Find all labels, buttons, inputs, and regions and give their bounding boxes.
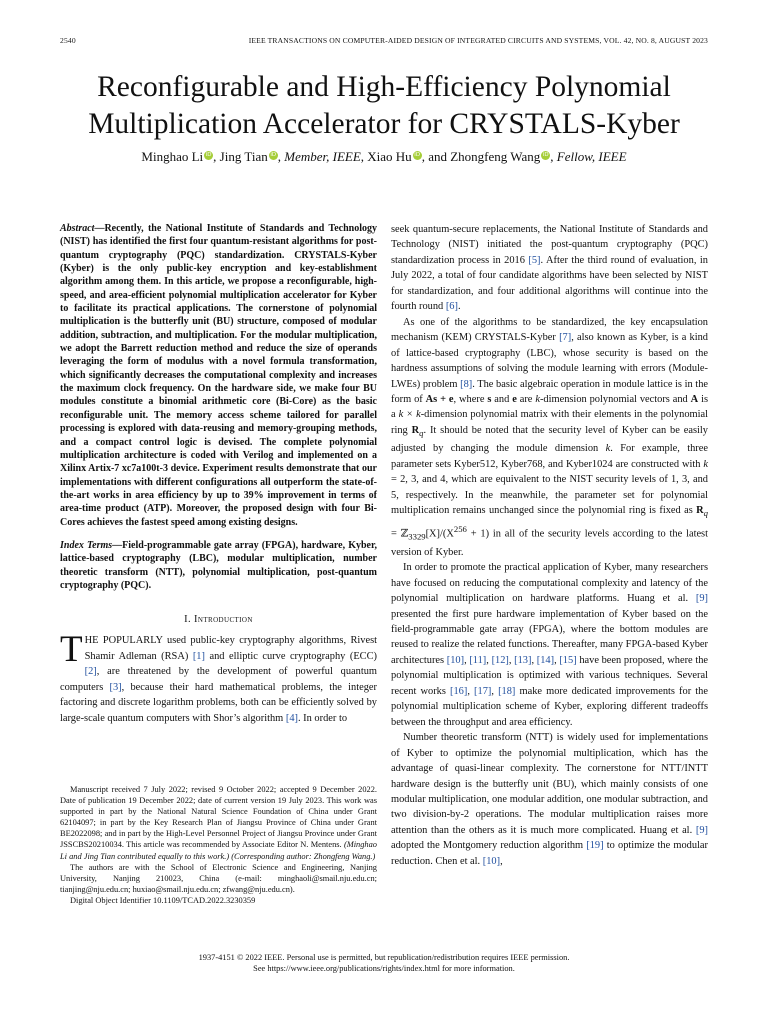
citation-link[interactable]: [19]: [586, 840, 604, 852]
citation-link[interactable]: [14]: [536, 654, 555, 666]
footnote-manuscript: Manuscript received 7 July 2022; revised 9 October 2022; accepted 9 December 2022. Date of publication 19 December 2022; date of current version 19 July 2023. This work was supported in part by the National Natural Science Foundation of China under Grant 62104097; in part by the Key Research Plan of Jiangsu Province of China under Grant BE2022098; and in part by the High-Level Personnel Project of Jiangsu Province under Grant JSSCBS20210034. This article was recommended by Associate Editor N. Mentens. (Minghao Li and Jing Tian contributed equally to this work.) (Corresponding author: Zhongfeng Wang.): [60, 785, 377, 861]
citation-link[interactable]: [8]: [460, 378, 473, 390]
copyright-line: 1937-4151 © 2022 IEEE. Personal use is permitted, but republication/redistribution requires IEEE permission.: [198, 953, 570, 962]
author-role: Member, IEEE: [284, 149, 361, 164]
body-paragraph: In order to promote the practical application of Kyber, many researchers have focused on reducing the computational complexity and latency of the polynomial multiplication on hardware platforms. Huang et al. [9] presented the first pure hardware implementation of Kyber based on the field-programmable gate array (FPGA), where the bottom modules are reused to realize the related functions. Thereafter, many FPGA-based Kyber architectures [10], [11], [12], [13], [14], [15] have been proposed, where the polynomial multiplication is optimized with various techniques. Several recent works [16], [17], [18] make more dedicated improvements for the polynomial multiplication scheme of Kyber, exploring different tradeoffs between the throughput and area efficiency.: [391, 562, 709, 728]
citation-link[interactable]: [9]: [695, 593, 708, 605]
citation-link[interactable]: [17]: [474, 685, 492, 697]
footnote-doi: Digital Object Identifier 10.1109/TCAD.2022.3230359: [70, 895, 256, 905]
author-role: Fellow, IEEE: [556, 149, 627, 164]
citation-link[interactable]: [3]: [109, 681, 122, 693]
citation-link[interactable]: [2]: [84, 666, 97, 678]
page-number: 2540: [60, 36, 76, 45]
copyright-footer: [60, 952, 708, 975]
paper-title: [40, 69, 728, 143]
citation-link[interactable]: [9]: [695, 824, 708, 836]
citation-link[interactable]: [11]: [469, 654, 487, 666]
footnote: [60, 784, 377, 906]
drop-cap: T: [60, 629, 83, 671]
body-paragraph: As one of the algorithms to be standardized, the key encapsulation mechanism (KEM) CRYSTALS-Kyber [7], also known as Kyber, is a kind of lattice-based cryptography (LBC), whose security is based on the hardness assumptions of solving the module learning with errors (Module-LWEs) problem [8]. The basic algebraic operation in module lattice is in the form of As + e, where s and e are k-dimension polynomial vectors and A is a k × k-dimension polynomial matrix with their elements in the polynomial ring $R_q$. It should be noted that the security level of Kyber can be easily adjusted by changing the module dimension k. For example, three parameter sets Kyber512, Kyber768, and Kyber1024 are constructed with k = 2, 3, and 4, which are equivalent to the NIST security levels of 1, 3, and 5, respectively. In the meanwhile, the parameter set for polynomial multiplication remains unchanged since the polynomial ring is fixed as $R_q$ = $ℤ_{3329}[X]/(X^{256} + 1)$ in all of the security levels according to the latest version of Kyber.: [391, 316, 709, 558]
orcid-icon[interactable]: iD: [205, 152, 212, 158]
abstract-label: Abstract: [60, 223, 95, 234]
journal-name: IEEE TRANSACTIONS ON COMPUTER-AIDED DESIGN OF INTEGRATED CIRCUITS AND SYSTEMS, VOL. 42, NO. 8, AUGUST 2023: [248, 36, 708, 45]
index-terms: Index Terms—Field-programmable gate array (FPGA), hardware, Kyber, lattice-based cryptography (LBC), modular multiplication, number theoretic transform (NTT), polynomial multiplication, post-quantum cryptography (PQC).: [60, 539, 377, 591]
citation-link[interactable]: [10]: [446, 654, 465, 666]
citation-link[interactable]: [16]: [450, 685, 468, 697]
orcid-icon[interactable]: iD: [414, 152, 421, 158]
section-number: I.: [184, 614, 192, 626]
section-heading: [60, 614, 377, 625]
citation-link[interactable]: [1]: [192, 650, 205, 662]
title-line-1: Reconfigurable and High-Efficiency Polynomial: [97, 71, 671, 103]
citation-link[interactable]: [4]: [285, 712, 298, 724]
index-terms-text: Field-programmable gate array (FPGA), hardware, Kyber, lattice-based cryptography (LBC), modular multiplication, number theoretic transform (NTT), polynomial multiplication, post-quantum cryptography (PQC).: [60, 539, 377, 591]
author-name: and Zhongfeng Wang: [428, 149, 541, 164]
lead-text: HE POPULARLY: [84, 635, 163, 647]
abstract-text: Recently, the National Institute of Standards and Technology (NIST) has identified the first four quantum-resistant algorithms for post-quantum cryptography (PQC) standardization. CRYSTALS-Kyber (Kyber) is the only public-key encryption and key-establishment algorithm among them. In this article, we propose a reconfigurable, high-speed, and area-efficient polynomial multiplication accelerator for Kyber to facilitate its practical applications. The cornerstone of polynomial multiplication is the butterfly unit (BU) structure, composed of modular addition, subtraction, and multiplication. For the modular multiplication, we adopt the Barrett reduction method and reduce the size of operands leveraging the form of modulus with a novel formula transformation, which significantly decreases the computational complexity and increases the maximum clock frequency. On the hardware side, we make four BU modules constitute a binomial arithmetic core (Bi-Core) as the basic reconfigurable unit. The memory access scheme tailored for parallel processing is explored with data-reusing and memory-grouping methods, and a compact control logic is devised. The complete polynomial multiplication architecture is coded with Verilog and implemented on a Xilinx Artix-7 xc7a100t-3 device. Experiment results demonstrate that our implementations with different configurations all outperform the state-of-the-art works in area efficiency by up to 39% improvement in terms of area-time product (ATP). Moreover, the proposed design with four Bi-Cores achieves the fastest speed among existing designs.: [60, 223, 377, 528]
author-name: Xiao Hu: [367, 149, 412, 164]
author-name: Minghao Li: [141, 149, 204, 164]
body-paragraph: seek quantum-secure replacements, the National Institute of Standards and Technology (NIST) initiated the post-quantum cryptography (PQC) standardization process in 2016 [5]. After the third round of evaluation, in July 2022, a total of four candidate algorithms have been selected by NIST for standardization, and four additional algorithms will continue into the fourth round [6].: [391, 224, 708, 313]
rights-line: See https://www.ieee.org/publications/rights/index.html for more information.: [253, 964, 515, 974]
citation-link[interactable]: [12]: [491, 654, 509, 666]
title-line-2: Multiplication Accelerator for CRYSTALS-Kyber: [88, 108, 680, 140]
orcid-icon[interactable]: iD: [270, 152, 277, 158]
citation-link[interactable]: [6]: [445, 301, 458, 313]
citation-link[interactable]: [15]: [559, 654, 577, 666]
citation-link[interactable]: [13]: [514, 654, 532, 666]
orcid-icon[interactable]: iD: [542, 152, 549, 158]
abstract: Abstract—Recently, the National Institute of Standards and Technology (NIST) has identified the first four quantum-resistant algorithms for post-quantum cryptography (PQC) standardization. CRYSTALS-Kyber (Kyber) is the only public-key encryption and key-establishment algorithm among them. In this article, we propose a reconfigurable, high-speed, and area-efficient polynomial multiplication accelerator for Kyber to facilitate its practical applications. The cornerstone of polynomial multiplication is the butterfly unit (BU) structure, composed of modular addition, subtraction, and multiplication. For the modular multiplication, we adopt the Barrett reduction method and reduce the size of operands leveraging the form of modulus with a novel formula transformation, which significantly decreases the computational complexity and increases the maximum clock frequency. On the hardware side, we make four BU modules constitute a binomial arithmetic core (Bi-Core) as the basic reconfigurable unit. The memory access scheme tailored for parallel processing is explored with data-reusing and memory-grouping methods, and a compact control logic is devised. The complete polynomial multiplication architecture is coded with Verilog and implemented on a Xilinx Artix-7 xc7a100t-3 device. Experiment results demonstrate that our implementations with different configurations all outperform the state-of-the-art works in area efficiency by up to 39% improvement in terms of area-time product (ATP). Moreover, the proposed design with four Bi-Cores achieves the fastest speed among existing designs.: [60, 223, 377, 528]
citation-link[interactable]: [7]: [559, 332, 572, 344]
body-paragraph: Number theoretic transform (NTT) is widely used for implementations of Kyber to optimize the polynomial multiplication, which has the advantage of quasi-linear complexity. The cornerstone for NTT/INTT hardware design is the butterfly unit (BU), which mainly consists of one modular multiplication, one modular addition, one modular subtraction, and two division-by-2 operations. The modular multiplication raises more attention than the others as it is much more complicated. Huang et al. [9] adopted the Montgomery reduction algorithm [19] to optimize the modular reduction. Chen et al. [10],: [391, 732, 708, 867]
intro-paragraph: THE POPULARLY used public-key cryptography algorithms, Rivest Shamir Adleman (RSA) [1] and elliptic curve cryptography (ECC) [2], are threatened by the development of powerful quantum computers [3], because their hard mathematical problems, the integer factoring and discrete logarithm problems, both can be efficiently solved by large-scale quantum computers with Shor’s algorithm [4]. In order to: [60, 629, 378, 724]
running-header: [60, 36, 708, 48]
index-terms-label: Index Terms: [60, 539, 113, 551]
author-name: Jing Tian: [219, 149, 268, 164]
section-title: Introduction: [194, 614, 253, 626]
citation-link[interactable]: [5]: [528, 254, 541, 266]
citation-link[interactable]: [18]: [498, 685, 516, 697]
right-column: [391, 222, 708, 869]
footnote-affiliation: The authors are with the School of Electronic Science and Engineering, Nanjing University, Nanjing 210023, China (e-mail: minghaoli@smail.nju.edu.cn; tianjing@nju.edu.cn; huxiao@smail.nju.edu.cn; zfwang@nju.edu.cn).: [60, 862, 377, 894]
author-list: Minghao Li iD , Jing Tian iD , Member, IEEE, Xiao Hu iD , and Zhongfeng Wang iD , Fellow, IEEE: [141, 149, 627, 164]
left-column: [60, 222, 377, 726]
citation-link[interactable]: [10]: [482, 855, 501, 867]
